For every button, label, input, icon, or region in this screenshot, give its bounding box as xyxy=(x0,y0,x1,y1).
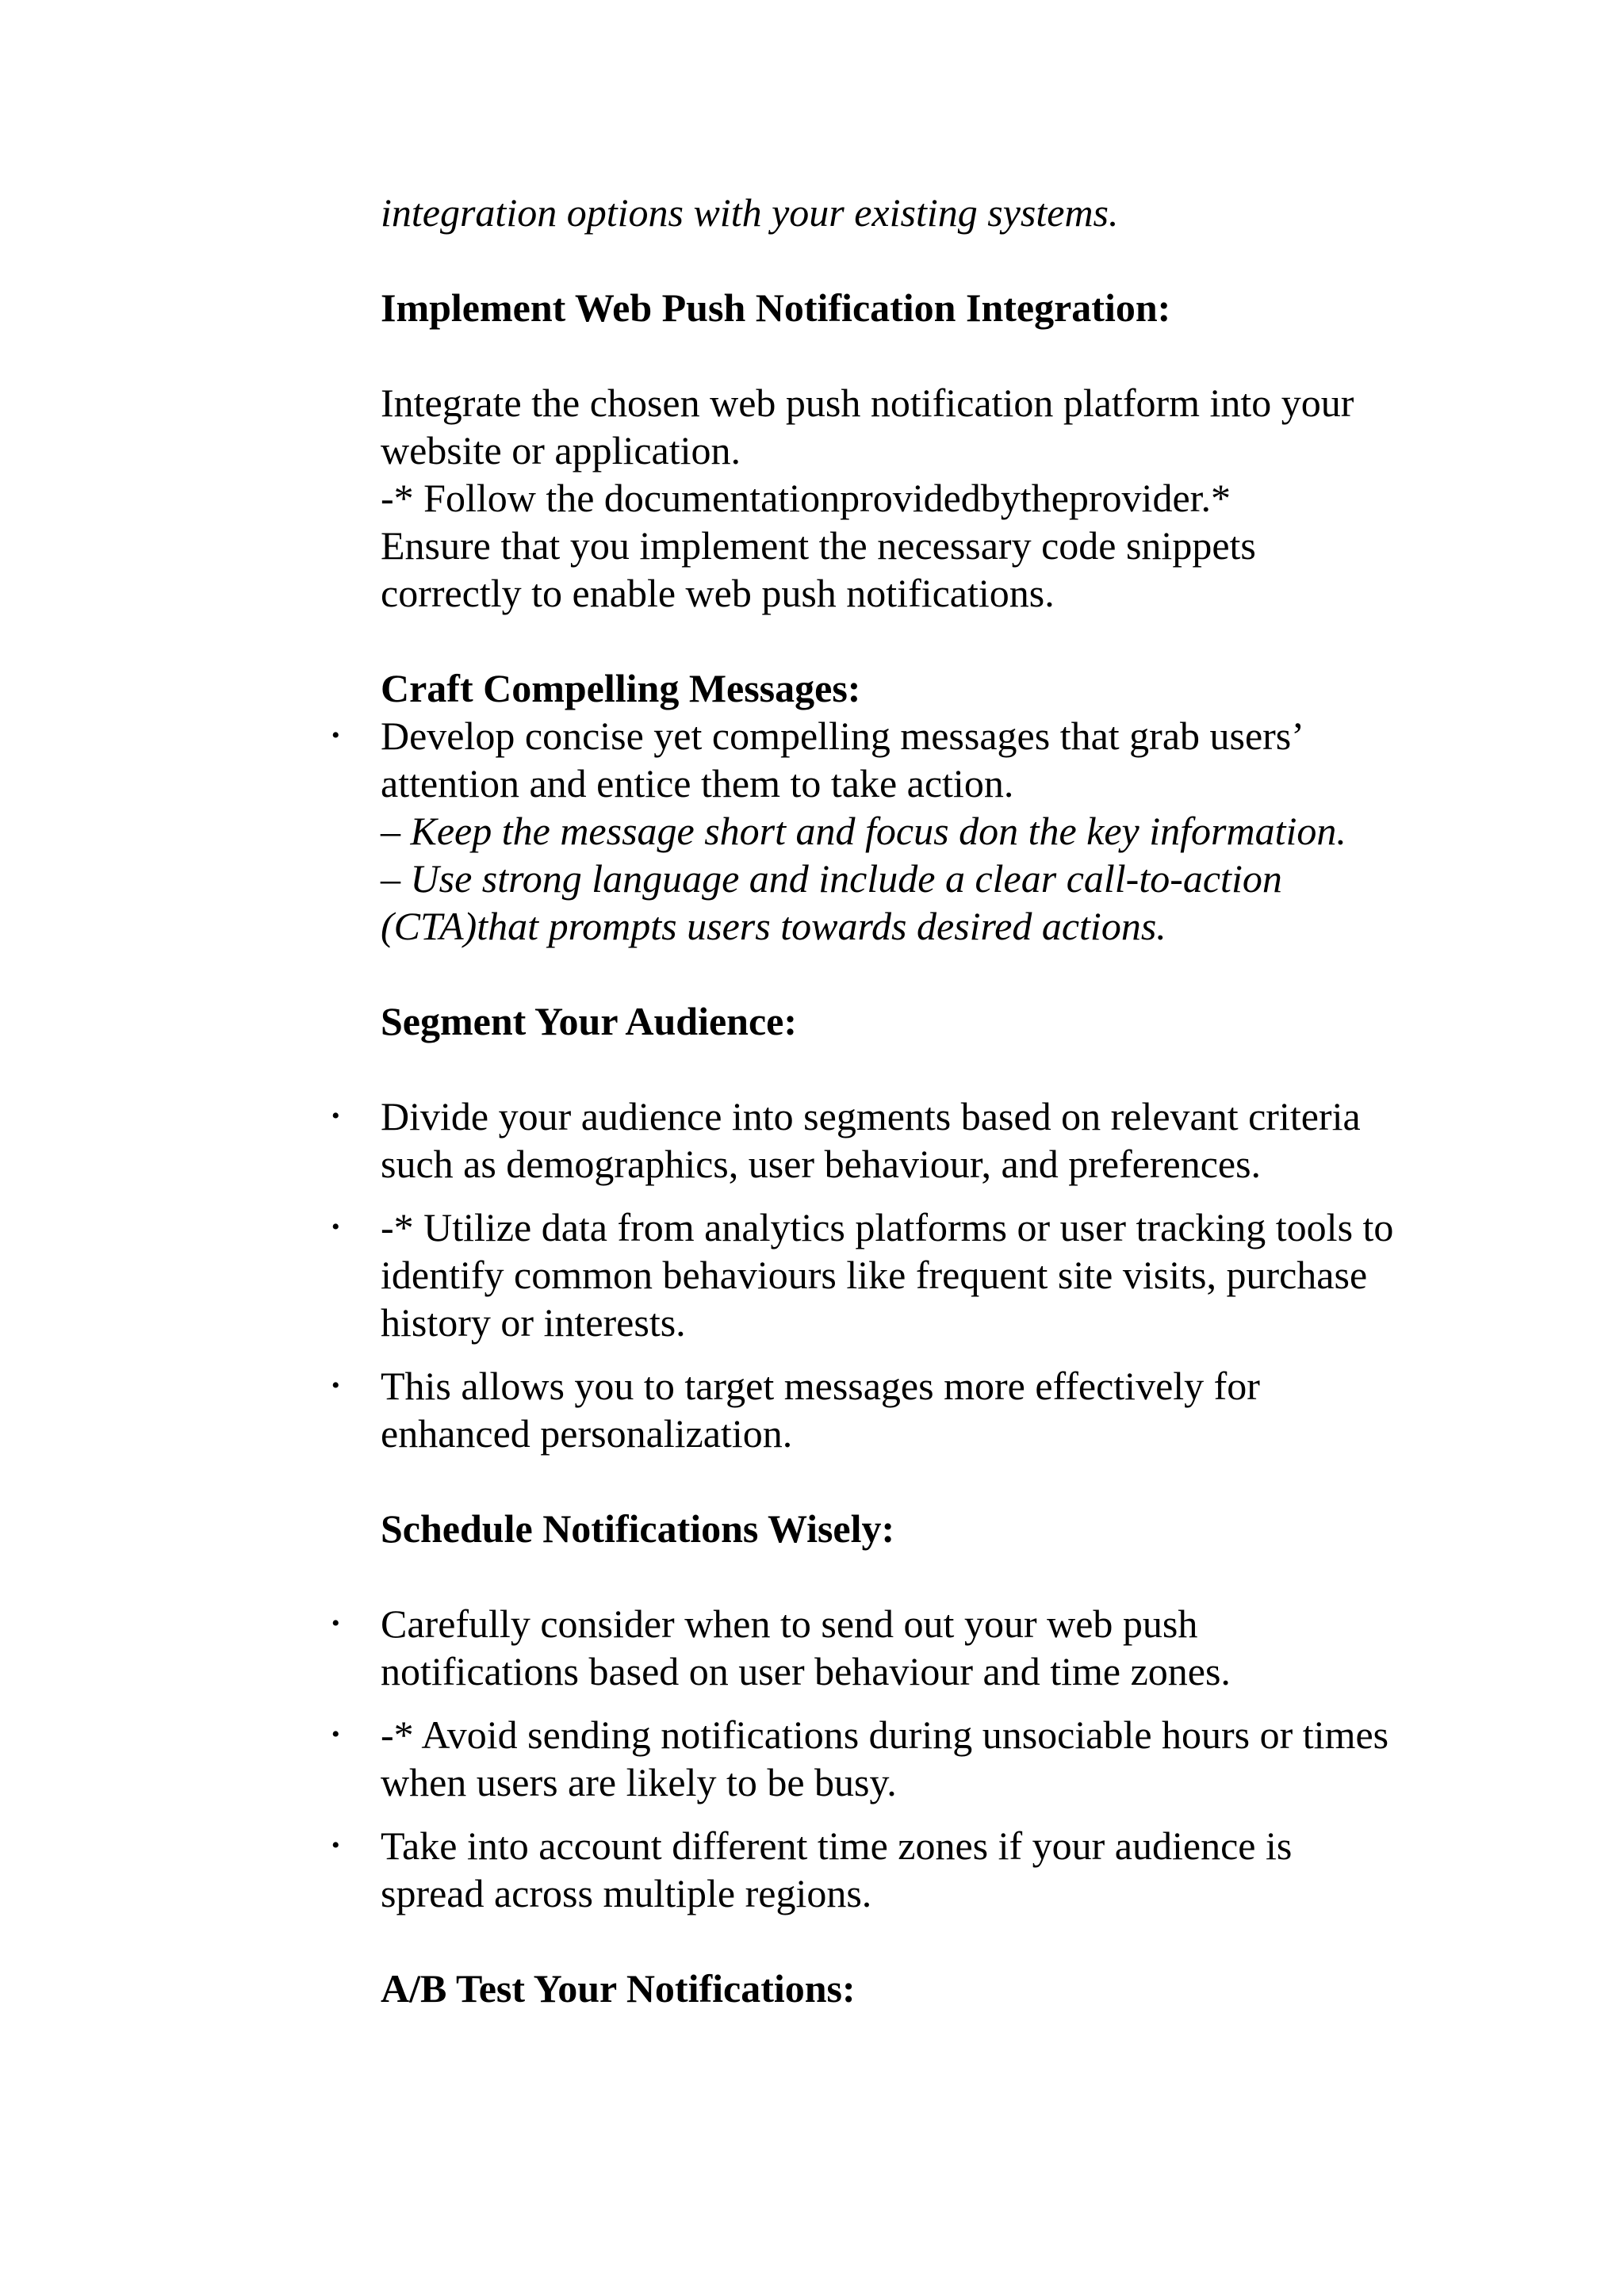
paragraph-line: website or application. xyxy=(381,428,741,473)
list-item xyxy=(331,1711,1491,1806)
paragraph-line: Ensure that you implement the necessary code snippets xyxy=(381,523,1256,568)
list-item xyxy=(331,1822,1491,1917)
bullet-icon: • xyxy=(331,1610,340,1636)
list-item-line: -* Avoid sending notifications during unsociable hours or times xyxy=(381,1712,1389,1757)
list-item-line: when users are likely to be busy. xyxy=(381,1760,897,1804)
bullet-icon: • xyxy=(331,1103,340,1129)
paragraph-line: -* Follow the documentationprovidedbytheprovider.* xyxy=(381,476,1231,520)
italic-tip-line: (CTA)that prompts users towards desired actions. xyxy=(381,904,1166,948)
heading-schedule-notifications: Schedule Notifications Wisely: xyxy=(381,1506,895,1551)
list-item xyxy=(331,1093,1491,1188)
intro-continuation: integration options with your existing systems. xyxy=(381,190,1119,235)
list-item-line: Divide your audience into segments based on relevant criteria xyxy=(381,1094,1361,1138)
list-item-line: Develop concise yet compelling messages that grab users’ xyxy=(381,714,1304,758)
list-item-line: identify common behaviours like frequent site visits, purchase xyxy=(381,1253,1368,1297)
bullet-icon: • xyxy=(331,722,340,748)
bullet-icon: • xyxy=(331,1832,340,1858)
bullet-icon: • xyxy=(331,1721,340,1747)
list-item xyxy=(331,1203,1491,1346)
heading-ab-test: A/B Test Your Notifications: xyxy=(381,1966,856,2011)
list-item-line: enhanced personalization. xyxy=(381,1411,793,1456)
heading-craft-messages: Craft Compelling Messages: xyxy=(381,666,861,710)
list-item-line: such as demographics, user behaviour, and preferences. xyxy=(381,1142,1262,1186)
list-item-line: attention and entice them to take action. xyxy=(381,761,1014,806)
list-item-line: -* Utilize data from analytics platforms or user tracking tools to xyxy=(381,1205,1394,1249)
list-item-line: history or interests. xyxy=(381,1300,686,1345)
paragraph-line: correctly to enable web push notifications. xyxy=(381,571,1055,615)
list-item xyxy=(331,1362,1491,1457)
paragraph-line: Integrate the chosen web push notification platform into your xyxy=(381,381,1354,425)
italic-tip-line: – Use strong language and include a clear call-to-action xyxy=(381,856,1282,901)
list-item xyxy=(331,1600,1491,1695)
italic-tip-line: – Keep the message short and focus don the key information. xyxy=(381,809,1346,853)
list-item-line: Carefully consider when to send out your web push xyxy=(381,1601,1198,1646)
document-body xyxy=(331,189,1491,2012)
list-item-line: spread across multiple regions. xyxy=(381,1871,872,1915)
list-item-line: This allows you to target messages more effectively for xyxy=(381,1364,1260,1408)
bullet-icon: • xyxy=(331,1214,340,1240)
list-item-line: notifications based on user behaviour and time zones. xyxy=(381,1649,1231,1693)
list-item xyxy=(331,712,1491,950)
list-item-line: Take into account different time zones if your audience is xyxy=(381,1823,1293,1868)
heading-segment-audience: Segment Your Audience: xyxy=(381,999,797,1043)
heading-implement-integration: Implement Web Push Notification Integration: xyxy=(381,285,1171,330)
bullet-icon: • xyxy=(331,1372,340,1399)
